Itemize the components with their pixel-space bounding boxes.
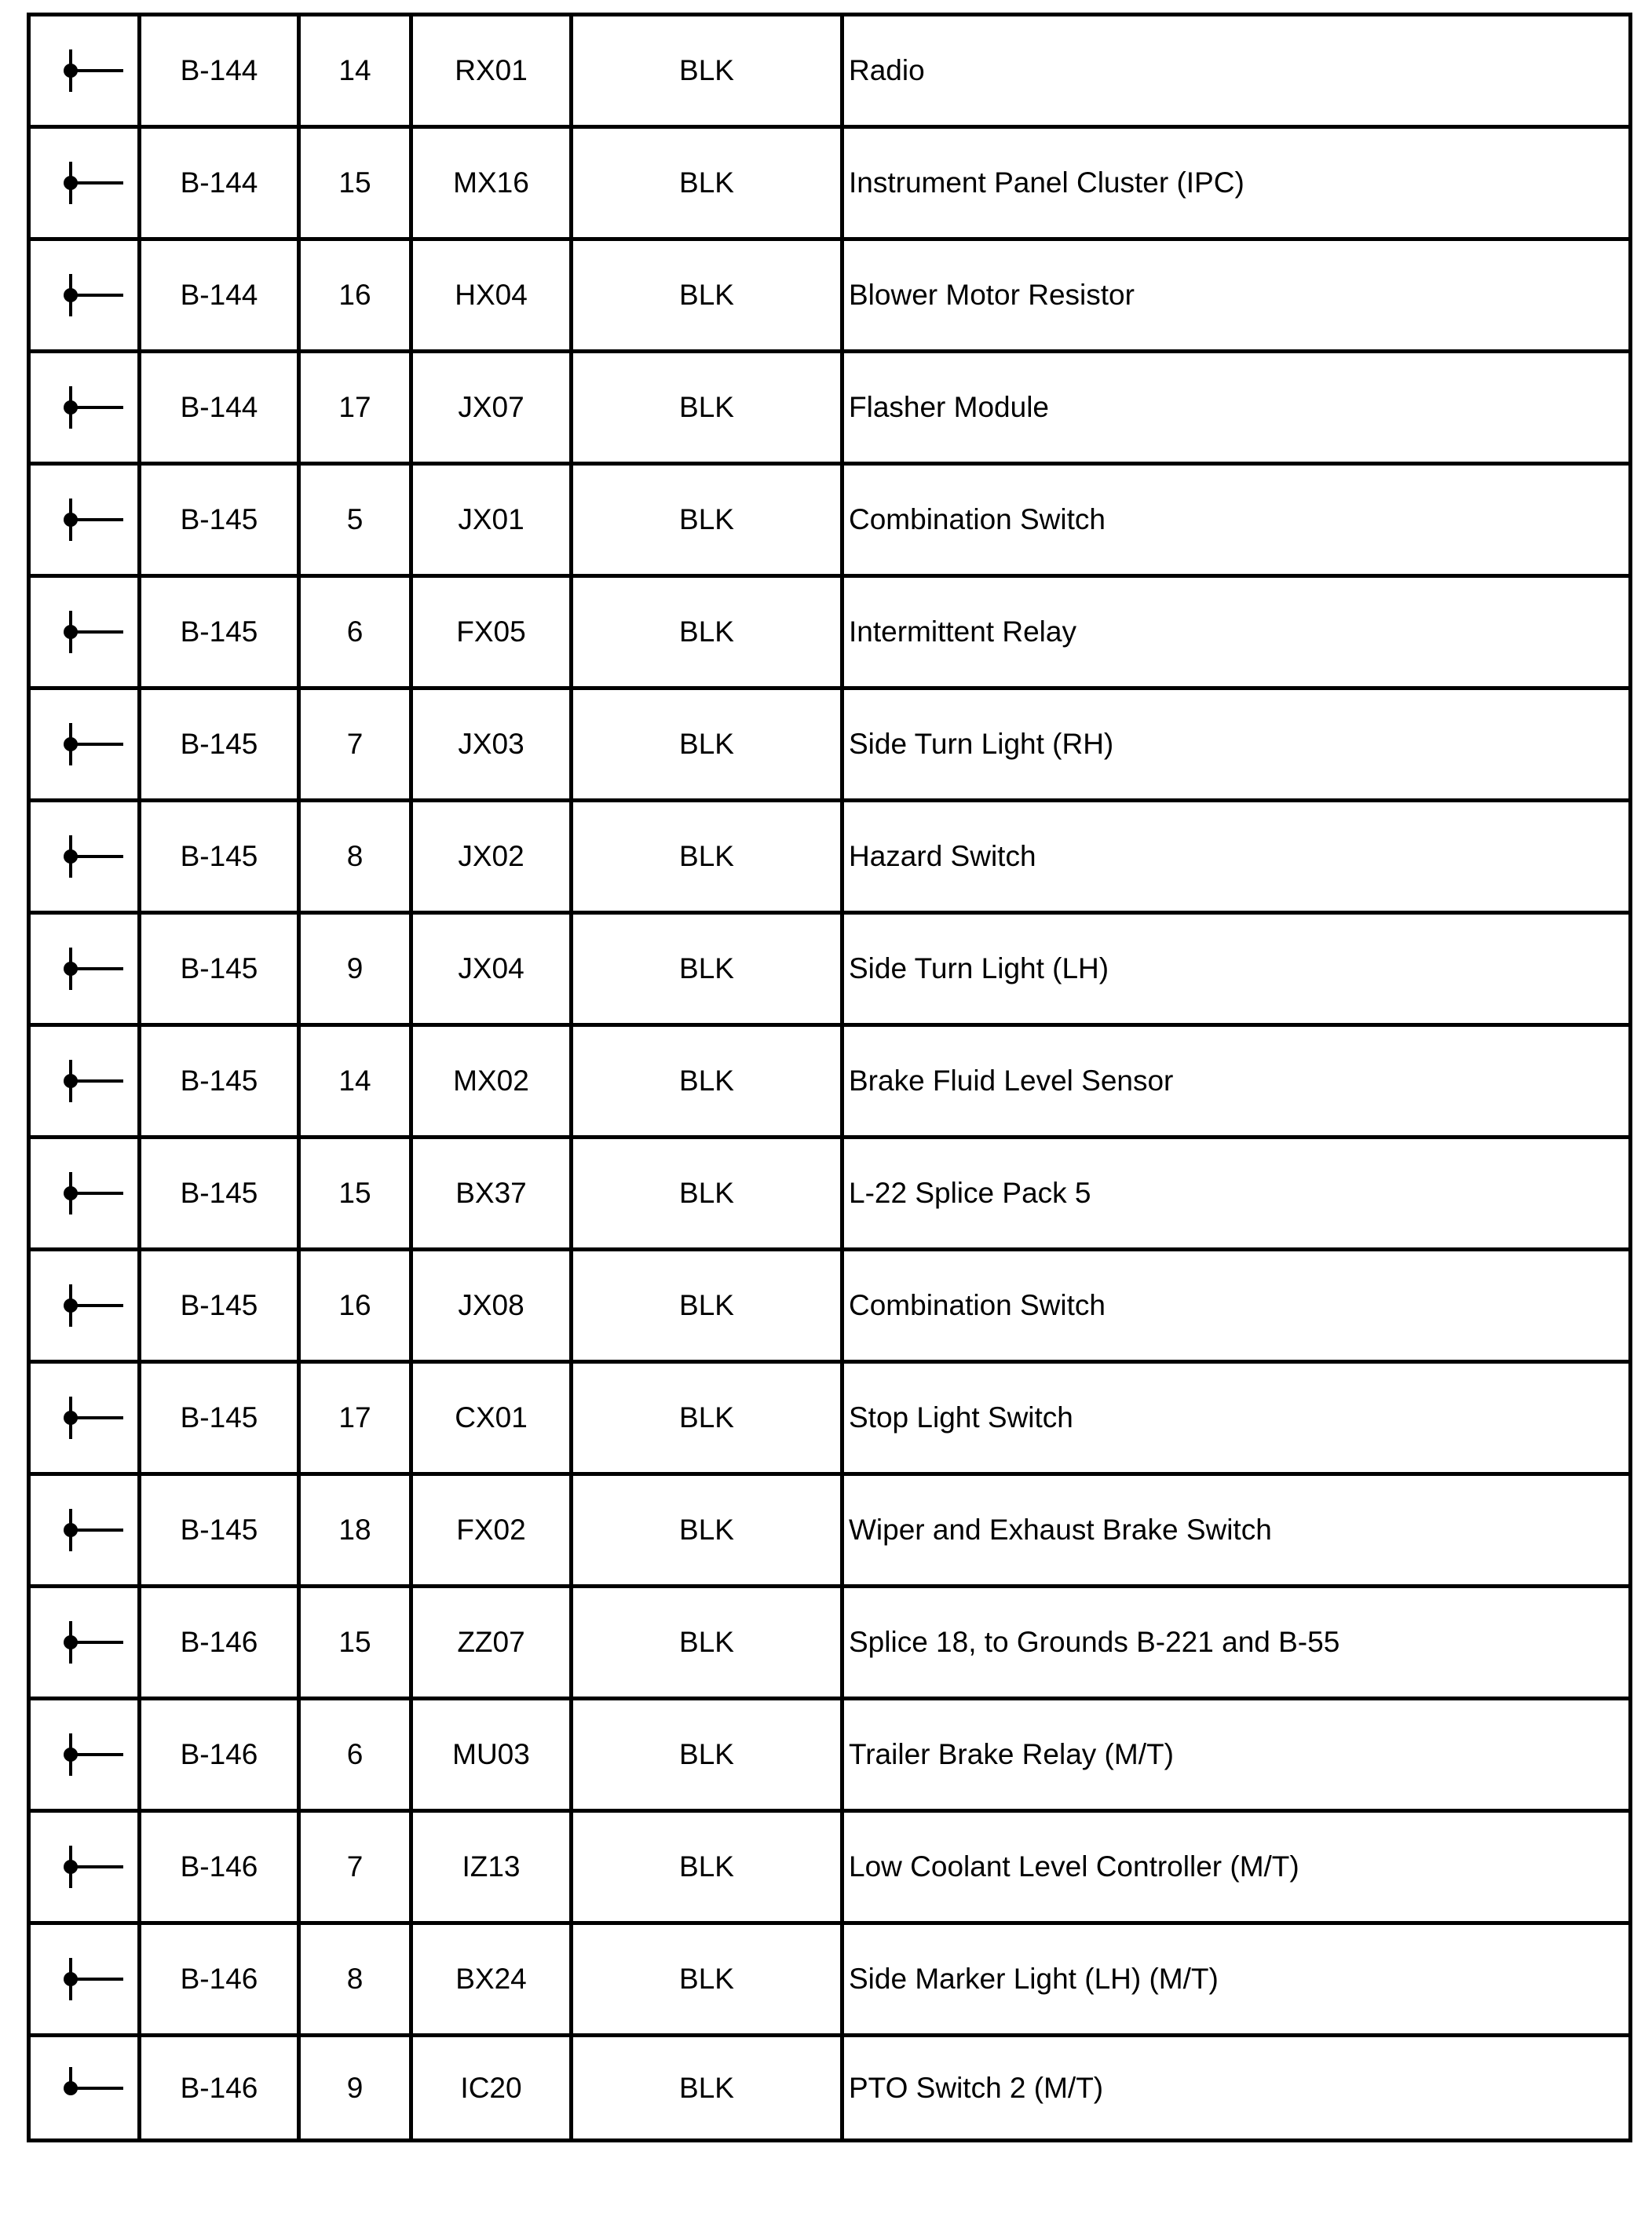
pin-cell: 14 [299,1025,411,1138]
pin-cell: 16 [299,1250,411,1362]
table-row [29,15,1631,127]
description-cell: Instrument Panel Cluster (IPC) [842,127,1631,239]
wire-color-cell: BLK [572,1811,842,1923]
table-row [29,1025,1631,1138]
pin-cell: 15 [299,127,411,239]
connector-cell: B-145 [140,1362,299,1474]
symbol-cell [29,352,140,464]
circuit-cell: ZZ07 [411,1587,572,1699]
description-cell: Side Marker Light (LH) (M/T) [842,1923,1631,2036]
ground-splice-icon [45,2061,123,2116]
wire-color-cell: BLK [572,15,842,127]
symbol-cell [29,913,140,1025]
symbol-cell [29,15,140,127]
connector-cell: B-144 [140,15,299,127]
pin-cell: 17 [299,1362,411,1474]
connector-cell: B-144 [140,239,299,352]
ground-splice-icon [45,1166,123,1221]
table-row [29,1587,1631,1699]
wire-color-cell: BLK [572,1587,842,1699]
wire-color-cell: BLK [572,2036,842,2141]
ground-splice-icon [45,1390,123,1445]
description-cell: Combination Switch [842,464,1631,576]
circuit-cell: CX01 [411,1362,572,1474]
circuit-cell: IC20 [411,2036,572,2141]
pin-cell: 18 [299,1474,411,1587]
ground-circuit-table [27,13,1632,2142]
connector-cell: B-145 [140,576,299,688]
symbol-cell [29,1474,140,1587]
symbol-cell [29,1138,140,1250]
wire-color-cell: BLK [572,576,842,688]
connector-cell: B-145 [140,1474,299,1587]
pin-cell: 7 [299,1811,411,1923]
pin-cell: 7 [299,688,411,801]
ground-splice-icon [45,1054,123,1108]
symbol-cell [29,239,140,352]
table-row [29,1923,1631,2036]
table-body [29,15,1631,2141]
table-row [29,913,1631,1025]
description-cell: Brake Fluid Level Sensor [842,1025,1631,1138]
wire-color-cell: BLK [572,239,842,352]
pin-cell: 16 [299,239,411,352]
symbol-cell [29,127,140,239]
connector-cell: B-146 [140,1699,299,1811]
connector-cell: B-146 [140,2036,299,2141]
ground-splice-icon [45,604,123,659]
pin-cell: 9 [299,2036,411,2141]
connector-cell: B-145 [140,1138,299,1250]
table-row [29,801,1631,913]
table-row [29,1138,1631,1250]
pin-cell: 5 [299,464,411,576]
symbol-cell [29,801,140,913]
circuit-cell: JX03 [411,688,572,801]
ground-splice-icon [45,941,123,996]
wire-color-cell: BLK [572,1250,842,1362]
description-cell: Side Turn Light (RH) [842,688,1631,801]
ground-splice-icon [45,1615,123,1670]
pin-cell: 15 [299,1587,411,1699]
description-cell: Hazard Switch [842,801,1631,913]
pin-cell: 14 [299,15,411,127]
circuit-cell: BX37 [411,1138,572,1250]
description-cell: Stop Light Switch [842,1362,1631,1474]
connector-cell: B-145 [140,913,299,1025]
circuit-cell: RX01 [411,15,572,127]
connector-cell: B-146 [140,1923,299,2036]
ground-splice-icon [45,1503,123,1558]
symbol-cell [29,576,140,688]
ground-splice-icon [45,380,123,435]
wire-color-cell: BLK [572,1025,842,1138]
circuit-cell: MX16 [411,127,572,239]
ground-splice-icon [45,492,123,547]
circuit-cell: JX02 [411,801,572,913]
table-row [29,127,1631,239]
circuit-cell: JX08 [411,1250,572,1362]
description-cell: L-22 Splice Pack 5 [842,1138,1631,1250]
connector-cell: B-145 [140,464,299,576]
table-row [29,1474,1631,1587]
wire-color-cell: BLK [572,1138,842,1250]
wire-color-cell: BLK [572,913,842,1025]
description-cell: PTO Switch 2 (M/T) [842,2036,1631,2141]
circuit-cell: MU03 [411,1699,572,1811]
symbol-cell [29,2036,140,2141]
wire-color-cell: BLK [572,1474,842,1587]
description-cell: Low Coolant Level Controller (M/T) [842,1811,1631,1923]
ground-splice-icon [45,1839,123,1894]
table-row [29,239,1631,352]
ground-splice-icon [45,155,123,210]
wire-color-cell: BLK [572,352,842,464]
wire-color-cell: BLK [572,1923,842,2036]
symbol-cell [29,1811,140,1923]
ground-splice-icon [45,1727,123,1782]
table-row [29,1699,1631,1811]
ground-splice-icon [45,268,123,323]
table-row [29,352,1631,464]
circuit-cell: JX01 [411,464,572,576]
wire-color-cell: BLK [572,127,842,239]
pin-cell: 9 [299,913,411,1025]
table-row [29,688,1631,801]
description-cell: Flasher Module [842,352,1631,464]
connector-cell: B-145 [140,688,299,801]
description-cell: Intermittent Relay [842,576,1631,688]
table-row [29,1250,1631,1362]
circuit-cell: BX24 [411,1923,572,2036]
connector-cell: B-146 [140,1811,299,1923]
ground-splice-icon [45,1278,123,1333]
circuit-cell: FX02 [411,1474,572,1587]
connector-cell: B-144 [140,352,299,464]
symbol-cell [29,1699,140,1811]
pin-cell: 6 [299,576,411,688]
ground-splice-icon [45,717,123,772]
description-cell: Combination Switch [842,1250,1631,1362]
symbol-cell [29,1250,140,1362]
circuit-cell: JX07 [411,352,572,464]
circuit-cell: HX04 [411,239,572,352]
symbol-cell [29,1923,140,2036]
connector-cell: B-145 [140,1025,299,1138]
symbol-cell [29,1587,140,1699]
circuit-cell: JX04 [411,913,572,1025]
description-cell: Side Turn Light (LH) [842,913,1631,1025]
ground-splice-icon [45,1952,123,2007]
symbol-cell [29,1025,140,1138]
table-row [29,576,1631,688]
pin-cell: 6 [299,1699,411,1811]
wire-color-cell: BLK [572,801,842,913]
connector-cell: B-145 [140,801,299,913]
connector-cell: B-146 [140,1587,299,1699]
table-row [29,2036,1631,2141]
circuit-cell: IZ13 [411,1811,572,1923]
connector-cell: B-145 [140,1250,299,1362]
circuit-cell: MX02 [411,1025,572,1138]
ground-splice-icon [45,43,123,98]
circuit-cell: FX05 [411,576,572,688]
symbol-cell [29,1362,140,1474]
pin-cell: 17 [299,352,411,464]
symbol-cell [29,688,140,801]
ground-splice-icon [45,829,123,884]
pin-cell: 15 [299,1138,411,1250]
table-row [29,1811,1631,1923]
description-cell: Splice 18, to Grounds B-221 and B-55 [842,1587,1631,1699]
description-cell: Trailer Brake Relay (M/T) [842,1699,1631,1811]
description-cell: Wiper and Exhaust Brake Switch [842,1474,1631,1587]
description-cell: Blower Motor Resistor [842,239,1631,352]
description-cell: Radio [842,15,1631,127]
table-row [29,464,1631,576]
wire-color-cell: BLK [572,464,842,576]
symbol-cell [29,464,140,576]
wire-color-cell: BLK [572,1362,842,1474]
table-row [29,1362,1631,1474]
pin-cell: 8 [299,801,411,913]
pin-cell: 8 [299,1923,411,2036]
connector-cell: B-144 [140,127,299,239]
wire-color-cell: BLK [572,1699,842,1811]
wire-color-cell: BLK [572,688,842,801]
